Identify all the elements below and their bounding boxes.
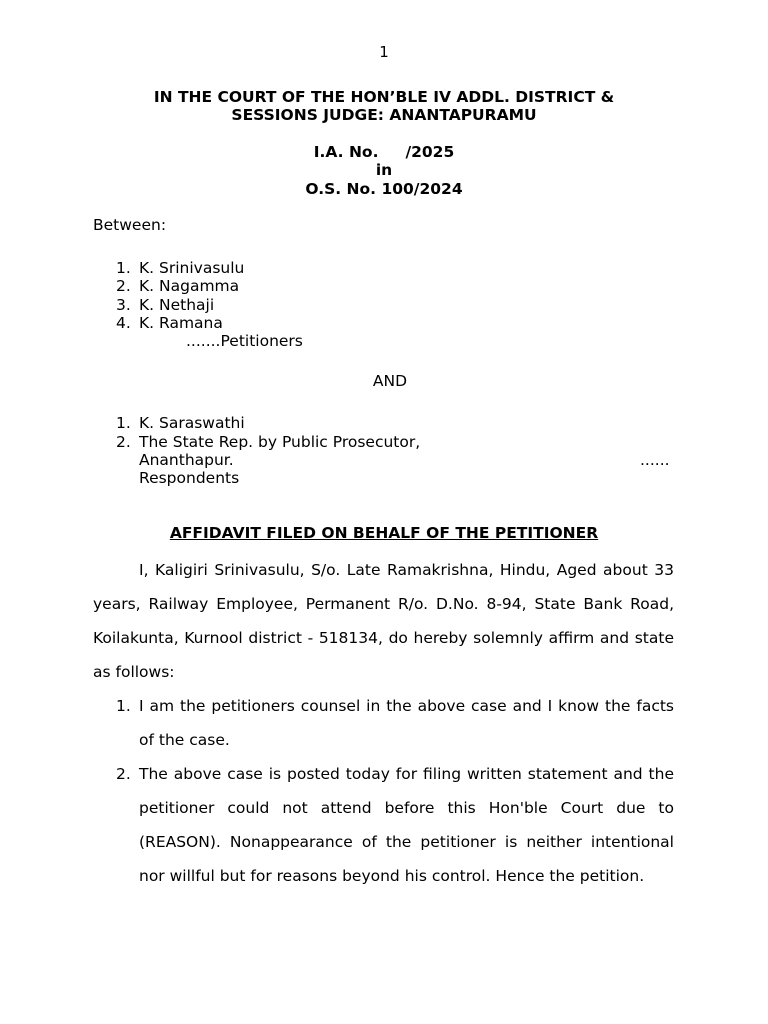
court-heading-line2: SESSIONS JUDGE: ANANTAPURAMU — [231, 106, 537, 124]
page-number: 1 — [379, 43, 389, 61]
court-heading-line1: IN THE COURT OF THE HON’BLE IV ADDL. DISTRICT & — [153, 88, 615, 106]
point-number: 2. — [116, 765, 131, 783]
point-line: nor willful but for reasons beyond his control. Hence the petition. — [139, 867, 645, 885]
petitioner-name: K. Nethaji — [139, 296, 215, 314]
case-connector: in — [375, 161, 393, 179]
respondent-number: 1. — [116, 414, 131, 432]
petitioner-name: K. Srinivasulu — [139, 259, 245, 277]
petitioner-name: K. Nagamma — [139, 277, 240, 295]
point-number: 1. — [116, 697, 131, 715]
point-line: (REASON). Nonappearance of the petitioner is neither intentional — [139, 833, 674, 851]
petitioners-label: .......Petitioners — [186, 332, 303, 350]
petitioner-name: K. Ramana — [139, 314, 223, 332]
intro-line: Koilakunta, Kurnool district - 518134, do hereby solemnly affirm and state — [93, 629, 674, 647]
respondents-dots: ...... — [640, 451, 670, 469]
petitioner-number: 3. — [116, 296, 131, 314]
os-number: O.S. No. 100/2024 — [305, 180, 463, 198]
intro-line: as follows: — [93, 663, 175, 681]
respondent-name: K. Saraswathi — [139, 414, 245, 432]
intro-line: years, Railway Employee, Permanent R/o. D.No. 8-94, State Bank Road, — [93, 595, 674, 613]
point-line: The above case is posted today for filing written statement and the — [139, 765, 674, 783]
petitioner-number: 4. — [116, 314, 131, 332]
ia-number: I.A. No. /2025 — [313, 143, 455, 161]
and-label: AND — [372, 372, 408, 390]
point-line: petitioner could not attend before this Hon'ble Court due to — [139, 799, 674, 817]
affidavit-title: AFFIDAVIT FILED ON BEHALF OF THE PETITIONER — [169, 524, 599, 542]
intro-line: I, Kaligiri Srinivasulu, S/o. Late Ramakrishna, Hindu, Aged about 33 — [139, 561, 674, 579]
respondent-number: 2. — [116, 433, 131, 451]
point-line: of the case. — [139, 731, 230, 749]
respondent-name: The State Rep. by Public Prosecutor, — [139, 433, 421, 451]
respondents-label: Respondents — [139, 469, 240, 487]
petitioner-number: 1. — [116, 259, 131, 277]
petitioner-number: 2. — [116, 277, 131, 295]
point-line: I am the petitioners counsel in the above case and I know the facts — [139, 697, 674, 715]
respondent-place: Ananthapur. — [139, 451, 234, 469]
between-label: Between: — [93, 216, 167, 234]
